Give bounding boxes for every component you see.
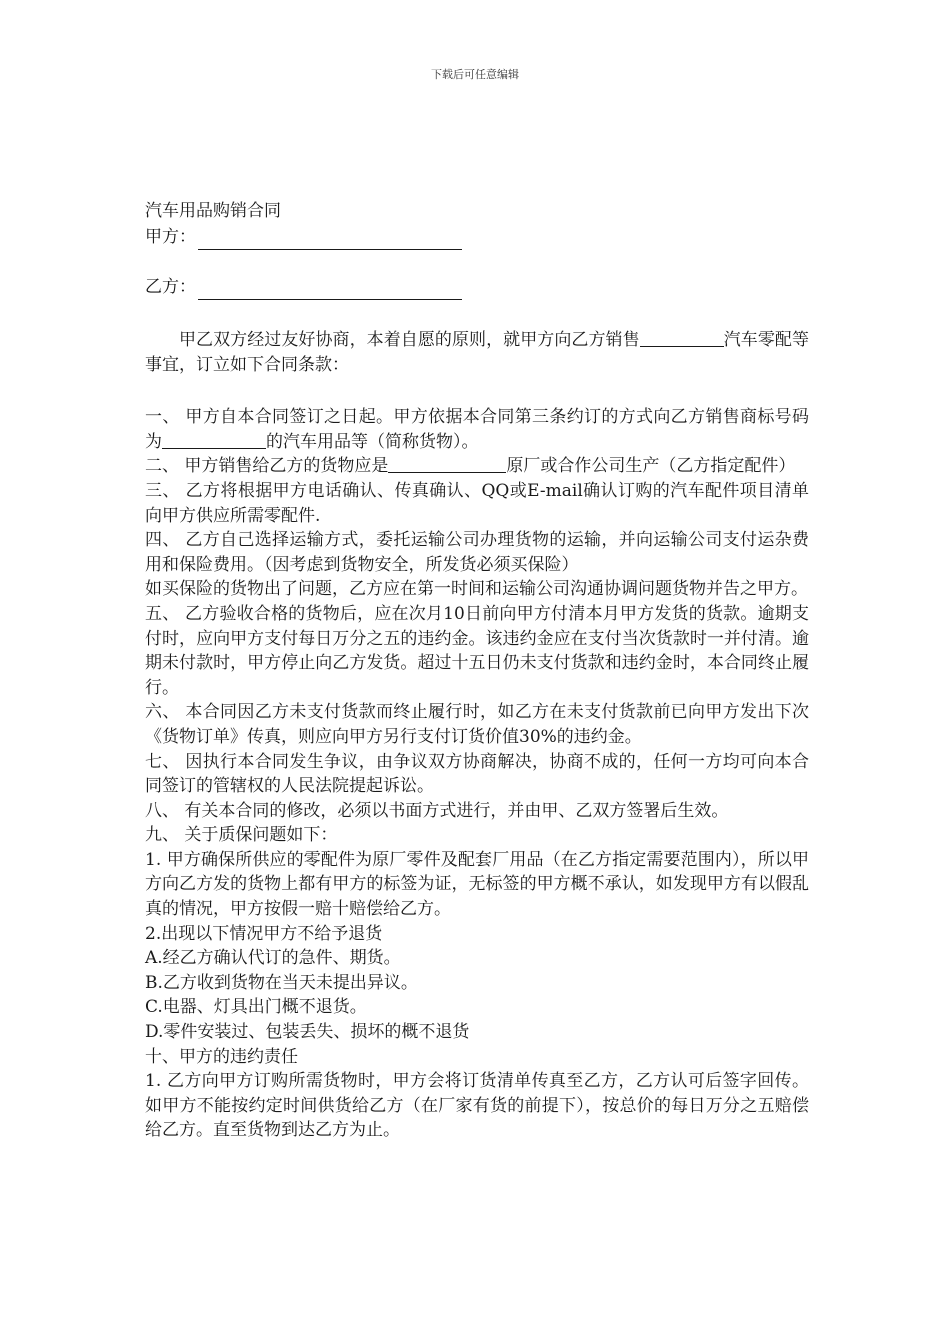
clause-4-note: 如买保险的货物出了问题，乙方应在第一时间和运输公司沟通协调问题货物并告之甲方。 [145, 579, 808, 600]
clause-1-text-a: 一、 甲方自本合同签订之日起。甲方依据本合同第三条约订的方式向乙方销售商标号码为 [145, 407, 809, 452]
party-a-label: 甲方： [145, 227, 196, 247]
clause-10: 十、甲方的违约责任 [145, 1046, 298, 1067]
clause-10-item-1: 1. 乙方向甲方订购所需货物时，甲方会将订货清单传真至乙方，乙方认可后签字回传。如甲方不能按约定时间供货给乙方（在厂家有货的前提下），按总价的每日万分之五赔偿给乙方。直至货物到达乙方为止。 [145, 1071, 809, 1141]
clause-2-text-a: 二、 甲方销售给乙方的货物应是 [145, 456, 389, 477]
header-note: 下载后可任意编辑 [431, 68, 519, 81]
clause-9-item-1: 1. 甲方确保所供应的零配件为原厂零件及配套厂用品（在乙方指定需要范围内），所以甲方向乙方发的货物上都有甲方的标签为证，无标签的甲方概不承认，如发现甲方有以假乱真的情况，甲方按假一赔十赔偿给乙方。 [145, 849, 809, 920]
clause-3: 三、 乙方将根据甲方电话确认、传真确认、QQ或E-mail确认订购的汽车配件项目清单向甲方供应所需零配件. [145, 480, 809, 526]
clause-9-item-2d: D.零件安装过、包装丢失、损坏的概不退货 [145, 1022, 470, 1043]
clause-7: 七、 因执行本合同发生争议，由争议双方协商解决，协商不成的，任何一方均可向本合同签订的管辖权的人民法院提起诉讼。 [145, 751, 809, 797]
clause-9-item-2c: C.电器、灯具出门概不退货。 [145, 997, 367, 1018]
clause-9-item-2b: B.乙方收到货物在当天未提出异议。 [145, 972, 418, 993]
party-a-line [145, 224, 809, 250]
clause-1-text-b: 的汽车用品等（简称货物）。 [266, 431, 479, 452]
intro-text-b: 汽车零配等事宜，订立如下合同条款： [145, 330, 809, 375]
clause-1-blank [162, 432, 266, 449]
clause-9-item-2: 2.出现以下情况甲方不给予退货 [145, 923, 383, 944]
party-a-blank [198, 231, 462, 250]
clause-2-text-b: 原厂或合作公司生产（乙方指定配件） [506, 456, 796, 477]
party-b-label: 乙方： [145, 277, 196, 297]
clause-1 [145, 405, 809, 454]
party-b-blank [198, 281, 462, 300]
clause-2-blank [388, 456, 506, 473]
clause-9: 九、 关于质保问题如下： [145, 825, 338, 846]
clause-4: 四、 乙方自己选择运输方式，委托运输公司办理货物的运输，并向运输公司支付运杂费用和保险费用。（因考虑到货物安全，所发货必须买保险） [145, 530, 809, 575]
contract-document [145, 198, 809, 1143]
clause-6: 六、 本合同因乙方未支付货款而终止履行时，如乙方在未支付货款前已向甲方发出下次《货物订单》传真，则应向甲方另行支付订货价值30%的违约金。 [145, 702, 809, 747]
intro-text-a: 甲乙双方经过友好协商，本着自愿的原则，就甲方向乙方销售 [179, 330, 640, 350]
intro-paragraph [145, 328, 809, 377]
clause-2 [145, 454, 809, 479]
clause-9-item-2a: A.经乙方确认代订的急件、期货。 [145, 948, 401, 969]
clause-5: 五、 乙方验收合格的货物后，应在次月10日前向甲方付清本月甲方发货的货款。逾期支付时，应向甲方支付每日万分之五的违约金。该违约金应在支付当次货款时一并付清。逾期未付款时，甲方停止向乙方发货。超过十五日仍未支付货款和违约金时，本合同终止履行。 [145, 603, 809, 698]
party-b-line [145, 274, 809, 300]
document-title: 汽车用品购销合同 [145, 201, 281, 221]
intro-blank [640, 330, 724, 347]
clause-8: 八、 有关本合同的修改，必须以书面方式进行，并由甲、乙双方签署后生效。 [145, 800, 729, 821]
